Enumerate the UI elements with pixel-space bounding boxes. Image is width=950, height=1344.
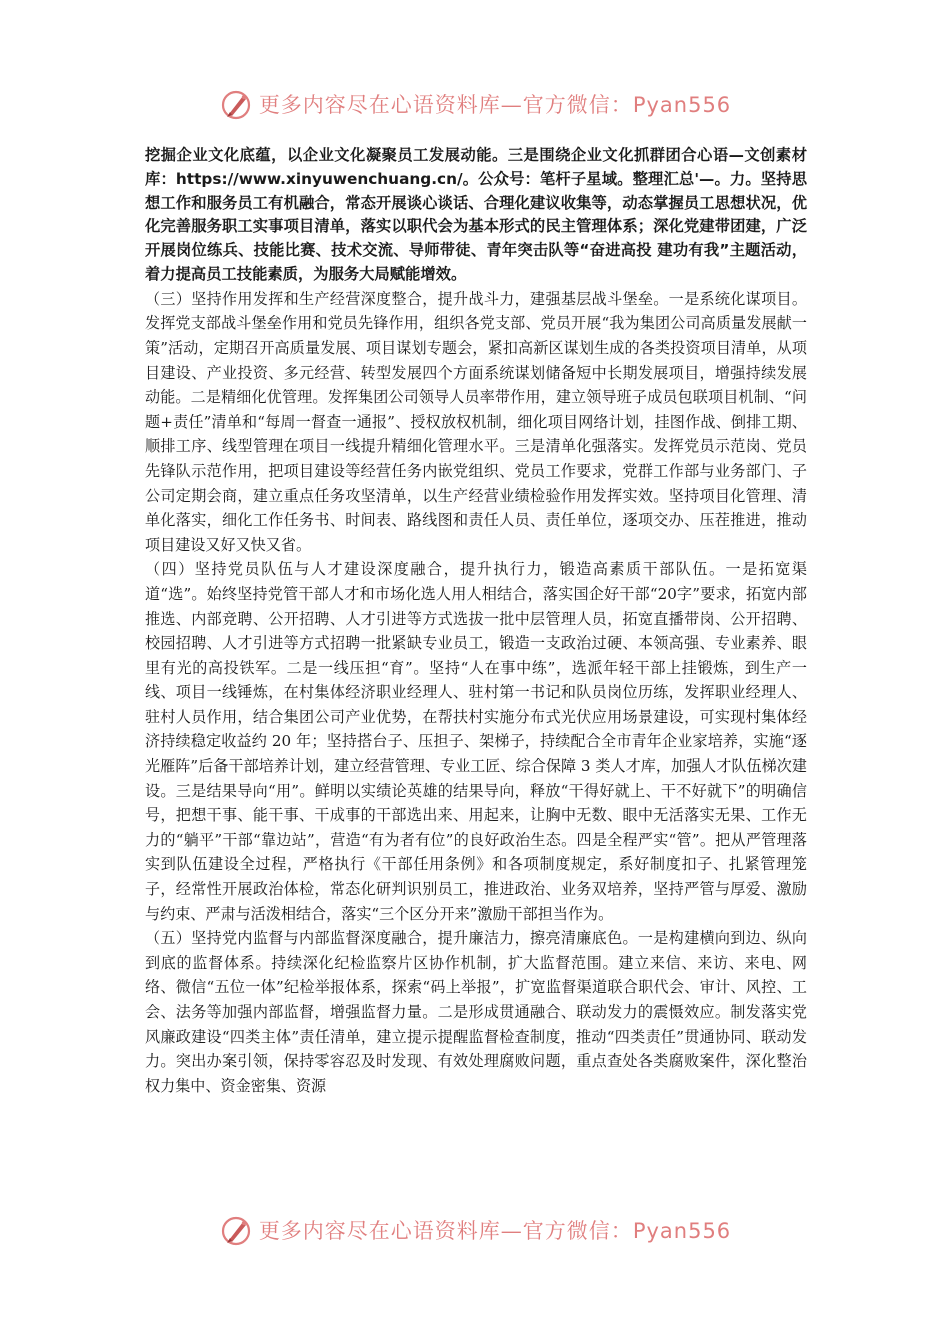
paragraph-section-5: （五）坚持党内监督与内部监督深度融合，提升廉洁力，擦亮清廉底色。一是构建横向到边、纵向到底的监督体系。持续深化纪检监察片区协作机制，扩大监督范围。建立来信、来访、来电、网络、微信“五位一体”纪检举报体系，探索“码上举报”，扩宽监督渠道联合职代会、审计、风控、工会、法务等加强内部监督，增强监督力量。二是形成贯通融合、联动发力的震慑效应。制发落实党风廉政建设“四类主体”责任清单，建立提示提醒监督检查制度，推动“四类责任”贯通协同、联动发力。突出办案引领，保持零容忍及时发现、有效处理腐败问题，重点查处各类腐败案件，深化整治权力集中、资金密集、资源 <box>145 929 807 1095</box>
footer-watermark-banner <box>0 1208 950 1252</box>
quill-pen-logo-icon <box>219 87 253 121</box>
header-watermark-banner <box>0 82 950 126</box>
banner-text: 更多内容尽在心语资料库—官方微信：Pyan556 <box>258 1219 732 1243</box>
document-body <box>145 144 807 1098</box>
paragraph-section-3: （三）坚持作用发挥和生产经营深度整合，提升战斗力，建强基层战斗堡垒。一是系统化谋项目。发挥党支部战斗堡垒作用和党员先锋作用，组织各党支部、党员开展“我为集团公司高质量发展献一策”活动，定期召开高质量发展、项目谋划专题会，紧扣高新区谋划生成的各类投资项目清单，从项目建设、产业投资、多元经营、转型发展四个方面系统谋划储备短中长期发展项目，增强持续发展动能。二是精细化优管理。发挥集团公司领导人员率带作用，建立领导班子成员包联项目机制、“问题+责任”清单和“每周一督查一通报”、授权放权机制，细化项目网络计划，挂图作战、倒排工期、顺排工序、线型管理在项目一线提升精细化管理水平。三是清单化强落实。发挥党员示范岗、党员先锋队示范作用，把项目建设等经营任务内嵌党组织、党员工作要求，党群工作部与业务部门、子公司定期会商，建立重点任务攻坚清单，以生产经营业绩检验作用发挥实效。坚持项目化管理、清单化落实，细化工作任务书、时间表、路线图和责任人员、责任单位，逐项交办、压茬推进，推动项目建设又好又快又省。 <box>145 289 807 554</box>
intro-paragraph: 挖掘企业文化底蕴，以企业文化凝聚员工发展动能。三是围绕企业文化抓群团合心语—文创素材库：https://www.xinyuwenchuang.cn/。公众号：笔杆子星域。整理汇总'—。力。坚持思想工作和服务员工有机融合，常态开展谈心谈话、合理化建议收集等，动态掌握员工思想状况，优化完善服务职工实事项目清单，落实以职代会为基本形式的民主管理体系；深化党建带团建，广泛开展岗位练兵、技能比赛、技术交流、导师带徒、青年突击队等“奋进高投 建功有我”主题活动，着力提高员工技能素质，为服务大局赋能增效。 <box>145 146 807 283</box>
paragraph-section-4: （四）坚持党员队伍与人才建设深度融合，提升执行力，锻造高素质干部队伍。一是拓宽渠道“选”。始终坚持党管干部人才和市场化选人用人相结合，落实国企好干部“20字”要求，拓宽内部推选、内部竞聘、公开招聘、人才引进等方式选拔一批中层管理人员，拓宽直播带岗、公开招聘、校园招聘、人才引进等方式招聘一批紧缺专业员工，锻造一支政治过硬、本领高强、专业素养、眼里有光的高投铁军。二是一线压担“育”。坚持“人在事中练”，选派年轻干部上挂锻炼，到生产一线、项目一线锤炼，在村集体经济职业经理人、驻村第一书记和队员岗位历练，发挥职业经理人、驻村人员作用，结合集团公司产业优势，在帮扶村实施分布式光伏应用场景建设，可实现村集体经济持续稳定收益约 20 年；坚持搭台子、压担子、架梯子，持续配合全市青年企业家培养，实施“逐光雁阵”后备干部培养计划，建立经营管理、专业工匠、综合保障 3 类人才库，加强人才队伍梯次建设。三是结果导向“用”。鲜明以实绩论英雄的结果导向，释放“干得好就上、干不好就下”的明确信号，把想干事、能干事、干成事的干部选出来、用起来，让胸中无数、眼中无活落实无果、工作无力的“躺平”干部“靠边站”，营造“有为者有位”的良好政治生态。四是全程严实“管”。把从严管理落实到队伍建设全过程，严格执行《干部任用条例》和各项制度规定，系好制度扣子、扎紧管理笼子，经常性开展政治体检，常态化研判识别员工，推进政治、业务双培养，坚持严管与厚爱、激励与约束、严肃与活泼相结合，落实“三个区分开来”激励干部担当作为。 <box>145 560 807 923</box>
banner-text: 更多内容尽在心语资料库—官方微信：Pyan556 <box>258 93 732 117</box>
quill-pen-logo-icon <box>219 1213 253 1247</box>
